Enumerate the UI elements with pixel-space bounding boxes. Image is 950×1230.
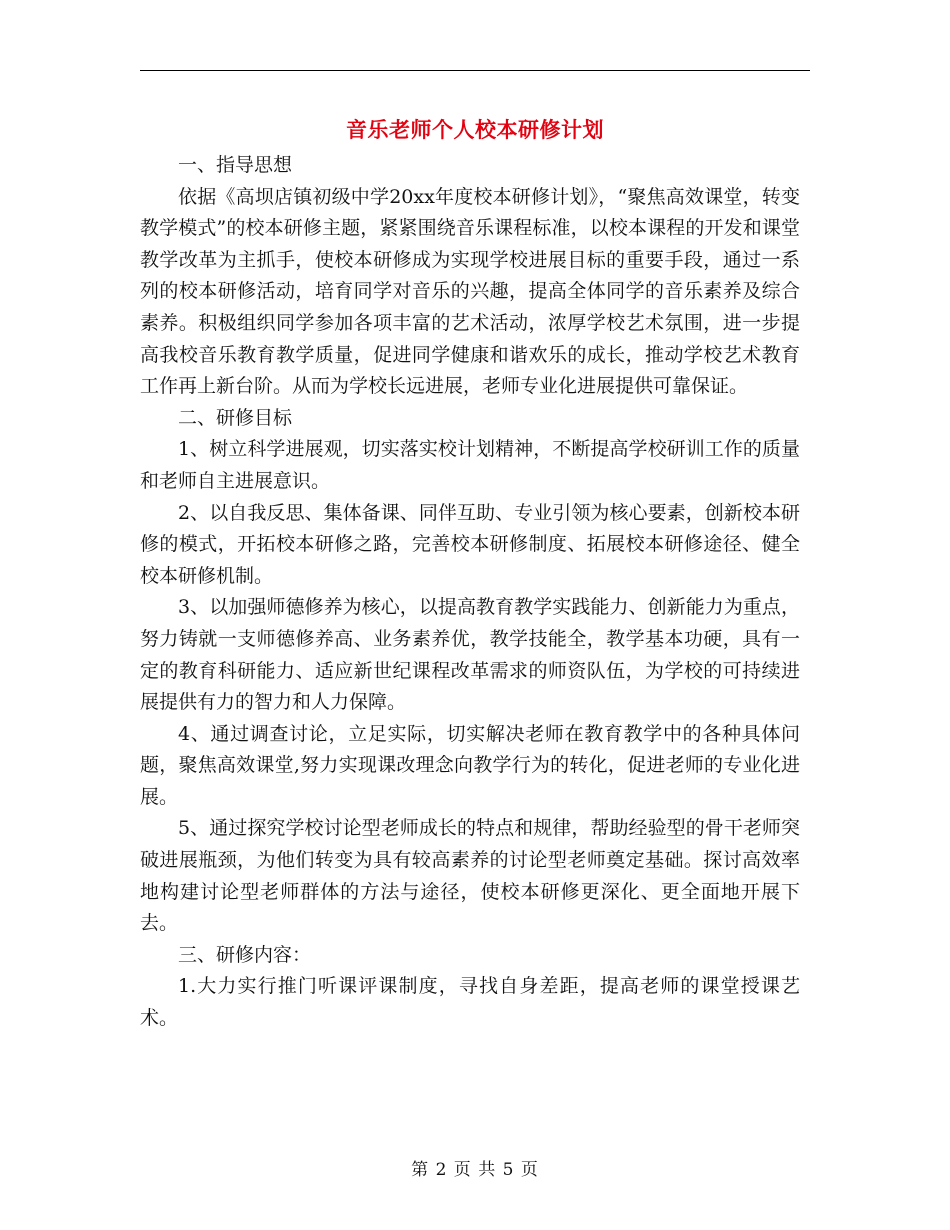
paragraph: 1、树立科学进展观，切实落实校计划精神，不断提高学校研训工作的质量和老师自主进展意识。 [140, 438, 800, 492]
document-body [140, 150, 800, 1035]
header-rule [140, 70, 810, 71]
page-footer [140, 1155, 810, 1180]
paragraph: 4、通过调查讨论，立足实际，切实解决老师在教育教学中的各种具体问题，聚焦高效课堂,努力实现课改理念向教学行为的转化，促进老师的专业化进展。 [140, 722, 800, 808]
paragraph: 2、以自我反思、集体备课、同伴互助、专业引领为核心要素，创新校本研修的模式，开拓校本研修之路，完善校本研修制度、拓展校本研修途径、健全校本研修机制。 [140, 501, 800, 587]
paragraph: 1.大力实行推门听课评课制度，寻找自身差距，提高老师的课堂授课艺术。 [140, 975, 800, 1030]
section-heading: 三、研修内容： [178, 943, 312, 966]
section-heading: 一、指导思想 [178, 154, 293, 176]
paragraph: 依据《高坝店镇初级中学20xx年度校本研修计划》，“聚焦高效课堂，转变教学模式”的校本研修主题，紧紧围绕音乐课程标准，以校本课程的开发和课堂教学改革为主抓手，使校本研修成为实现学校进展目标的重要手段，通过一系列的校本研修活动，培育同学对音乐的兴趣，提高全体同学的音乐素养及综合素养。积极组织同学参加各项丰富的艺术活动，浓厚学校艺术氛围，进一步提高我校音乐教育教学质量，促进同学健康和谐欢乐的成长，推动学校艺术教育工作再上新台阶。从而为学校长远进展，老师专业化进展提供可靠保证。 [140, 185, 800, 398]
section-heading: 二、研修目标 [178, 406, 293, 429]
page-number-label: 第 2 页 共 5 页 [411, 1160, 539, 1180]
paragraph: 3、以加强师德修养为核心，以提高教育教学实践能力、创新能力为重点，努力铸就一支师德修养高、业务素养优，教学技能全，教学基本功硬，具有一定的教育科研能力、适应新世纪课程改革需求的师资队伍，为学校的可持续进展提供有力的智力和人力保障。 [140, 596, 800, 714]
paragraph: 5、通过探究学校讨论型老师成长的特点和规律，帮助经验型的骨干老师突破进展瓶颈，为他们转变为具有较高素养的讨论型老师奠定基础。探讨高效率地构建讨论型老师群体的方法与途径，使校本研修更深化、更全面地开展下去。 [140, 817, 800, 935]
document-title: 音乐老师个人校本研修计划 [346, 117, 604, 142]
